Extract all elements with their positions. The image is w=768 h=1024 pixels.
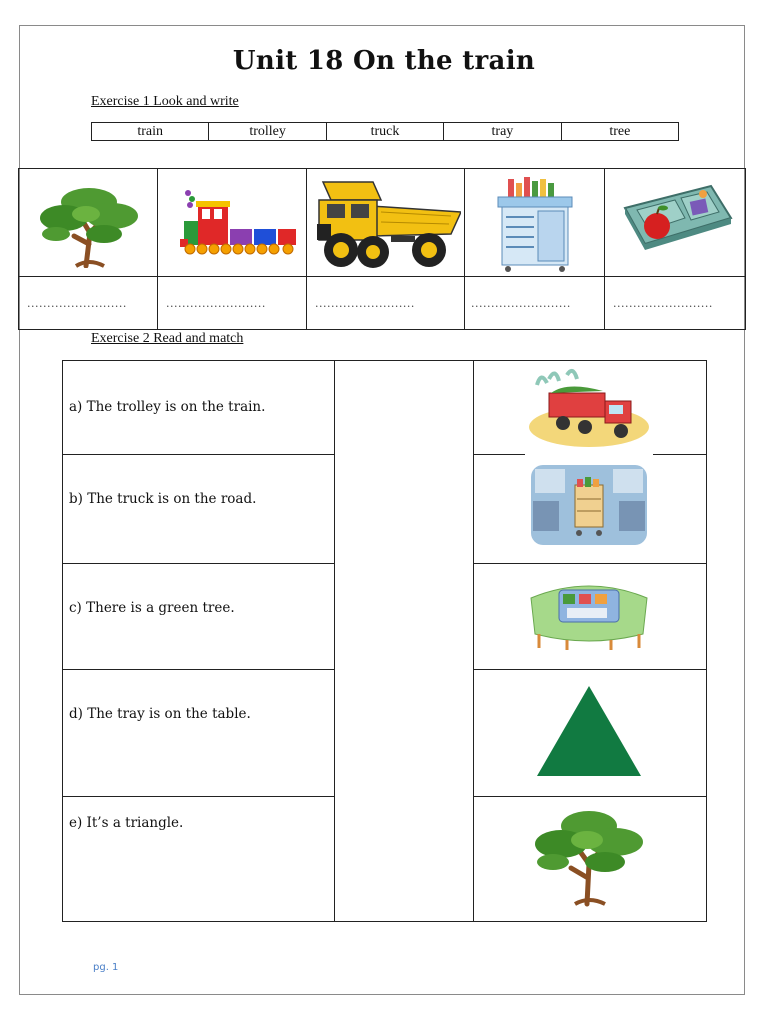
word-bank-item: tree <box>609 124 631 139</box>
sentence-c: c) There is a green tree. <box>69 600 235 616</box>
word-bank-item: tray <box>444 123 561 140</box>
exercise1-table <box>18 168 746 330</box>
truck-on-road-icon <box>525 363 653 455</box>
sentence-a: a) The trolley is on the train. <box>69 399 266 415</box>
trolley-on-train-icon <box>525 459 653 551</box>
page-number: pg. 1 <box>93 962 119 973</box>
word-bank-item: truck <box>327 123 444 140</box>
dump-truck-icon <box>307 171 465 275</box>
exercise2-heading: Exercise 2 Read and match <box>91 331 244 346</box>
answer-line[interactable]: ......................... <box>27 297 127 310</box>
sentence-d: d) The tray is on the table. <box>69 706 251 722</box>
triangle-icon <box>525 671 653 793</box>
tree-icon <box>529 797 649 909</box>
toy-train-icon <box>158 171 307 275</box>
answer-line[interactable]: ......................... <box>166 297 266 310</box>
sentence-b: b) The truck is on the road. <box>69 491 257 507</box>
word-bank-item: train <box>92 123 209 140</box>
tray-on-table-icon <box>525 566 653 656</box>
answer-line[interactable]: ......................... <box>613 297 713 310</box>
lunch-tray-icon <box>605 171 745 275</box>
sentence-e: e) It’s a triangle. <box>69 815 184 831</box>
answer-line[interactable]: ......................... <box>315 297 415 310</box>
answer-line[interactable]: ......................... <box>471 297 571 310</box>
exercise1-heading: Exercise 1 Look and write <box>91 94 239 109</box>
exercise2-table <box>62 360 707 922</box>
word-bank <box>91 122 679 141</box>
tree-icon <box>19 171 158 275</box>
page-title: Unit 18 On the train <box>232 46 536 76</box>
word-bank-item: trolley <box>209 123 326 140</box>
trolley-cart-icon <box>465 171 605 275</box>
